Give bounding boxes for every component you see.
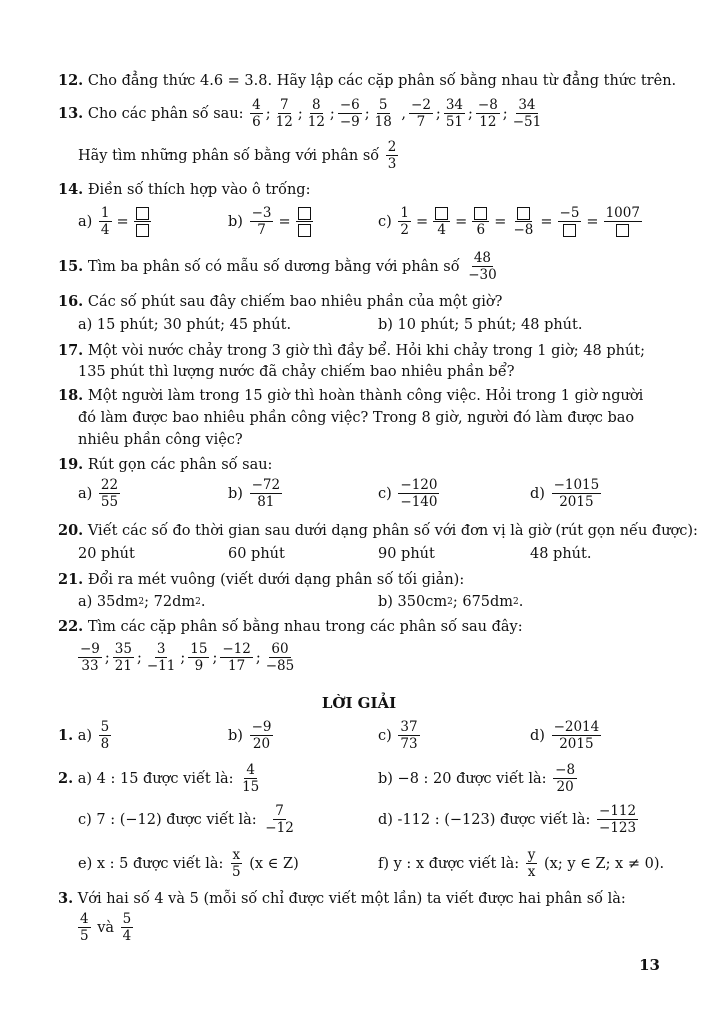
fraction: $\frac{15}{9}$ <box>190 641 208 675</box>
problem-number: 16. <box>58 293 84 310</box>
problem-21-a: a) 35dm 2 ; 72dm 2 . <box>78 594 206 610</box>
problem-number: 15. <box>58 258 84 276</box>
problem-13 <box>58 98 662 129</box>
problem-12 <box>58 72 677 89</box>
problem-22: 22. Tìm các cặp phân số bằng nhau trong các phân số sau đây: <box>58 618 523 635</box>
separator: ; <box>255 649 261 666</box>
solution-1-c: c) $\frac{37}{73}$ <box>378 719 418 753</box>
separator: ; <box>297 105 303 122</box>
problem-19-c: c) $\frac{-120}{-140}$ <box>378 477 438 511</box>
problem-19-b: b) $\frac{-72}{81}$ <box>228 477 281 511</box>
problem-20-item: 20 phút <box>78 546 135 562</box>
fraction: −8 <box>511 206 535 237</box>
solution-2-c: c) 7 : (−12) được viết là: $\frac{7}{-12}$ <box>78 803 294 837</box>
fraction: $\frac{34}{-51}$ <box>512 97 542 131</box>
separator: ; <box>468 105 473 122</box>
problem-20: 20. Viết các số đo thời gian sau dưới dạng phân số với đơn vị là giờ (rút gọn nếu được): <box>58 522 698 539</box>
fraction: $\frac{-9}{20}$ <box>251 719 272 753</box>
solution-2-a: 2. a) 4 : 15 được viết là: $\frac{4}{15}$ <box>58 762 260 796</box>
solution-1-d: d) $\frac{-2014}{2015}$ <box>530 719 600 753</box>
fraction: $\frac{5}{8}$ <box>100 719 110 753</box>
fraction: 6 <box>472 206 489 237</box>
fraction: $\frac{4}{15}$ <box>242 762 260 796</box>
fraction: $\frac{4}{6}$ <box>252 97 261 131</box>
problem-20-item: 90 phút <box>378 546 435 562</box>
fraction-list <box>248 98 545 129</box>
problem-number: 14. <box>58 181 84 198</box>
problem-number: 20. <box>58 522 84 539</box>
problem-number: 12. <box>58 72 84 89</box>
blank-box <box>474 207 487 220</box>
separator: ; <box>212 649 218 666</box>
problem-number: 18. <box>58 387 84 404</box>
fraction: $\frac{1}{4}$ <box>100 205 110 239</box>
fraction: $\frac{2}{3}$ <box>387 139 397 173</box>
fraction: −5 <box>558 206 582 237</box>
blank-box <box>517 207 530 220</box>
blank-box <box>563 224 576 237</box>
blank-box <box>298 207 311 220</box>
separator: ; <box>435 105 441 122</box>
problem-17: 17. Một vòi nước chảy trong 3 giờ thì đầy bể. Hỏi khi chảy trong 1 giờ; 48 phút; <box>58 342 646 359</box>
fraction: $\frac{5}{4}$ <box>122 911 132 945</box>
problem-number: 13. <box>58 105 84 123</box>
fraction: $\frac{-8}{20}$ <box>555 762 576 796</box>
separator: ; <box>104 649 110 666</box>
problem-13-sub <box>78 140 662 171</box>
fraction: $\frac{3}{-11}$ <box>146 641 176 675</box>
problem-14-b: b) $\frac{-3}{7}$ = <box>228 206 315 237</box>
separator: ; <box>502 105 508 122</box>
solution-3-fractions: $\frac{4}{5}$ và $\frac{5}{4}$ <box>80 911 132 945</box>
problem-14-a: a) $\frac{1}{4}$ = <box>78 206 153 237</box>
problem-text: Các số phút sau đây chiếm bao nhiêu phần của một giờ? <box>87 293 503 310</box>
fraction: $\frac{-9}{33}$ <box>80 641 100 675</box>
problem-16 <box>58 293 662 310</box>
fraction: $\frac{-1015}{2015}$ <box>553 477 600 511</box>
problem-21-b: b) 350cm 2 ; 675dm 2 . <box>378 594 524 610</box>
solution-3: 3. Với hai số 4 và 5 (mỗi số chỉ được viết một lần) ta viết được hai phân số là: <box>58 890 626 907</box>
problem-18: 18. Một người làm trong 15 giờ thì hoàn thành công việc. Hỏi trong 1 giờ người <box>58 387 644 404</box>
separator: ; <box>329 105 335 122</box>
fraction: $\frac{-8}{12}$ <box>477 97 498 131</box>
fraction-list <box>76 642 298 673</box>
fraction: $\frac{-3}{7}$ <box>251 205 272 239</box>
fraction: $\frac{y}{x}$ <box>527 847 536 881</box>
separator: ; <box>136 649 142 666</box>
problem-number: 17. <box>58 342 84 359</box>
separator: ; <box>180 649 186 666</box>
problem-number: 3. <box>58 890 74 907</box>
solution-2-d: d) -112 : (−123) được viết là: $\frac{-112}{-123}$ <box>378 803 637 837</box>
fraction: $\frac{x}{5}$ <box>232 847 241 881</box>
problem-21: 21. Đổi ra mét vuông (viết dưới dạng phân số tối giản): <box>58 571 465 588</box>
solution-1-b: b) $\frac{-9}{20}$ <box>228 719 272 753</box>
blank-box <box>136 207 149 220</box>
problem-14-c: c) $\frac{1}{2}$ = 4 = 6 = −8 = −5 = 1007 <box>378 205 640 239</box>
fraction: $\frac{7}{12}$ <box>275 97 293 131</box>
problem-text: Cho các phân số sau: <box>87 105 244 122</box>
fraction: $\frac{-120}{-140}$ <box>400 477 438 511</box>
blank-fraction <box>296 206 313 237</box>
separator: ; <box>265 105 271 122</box>
fraction: $\frac{-112}{-123}$ <box>599 803 637 837</box>
problem-16-b: b) 10 phút; 5 phút; 48 phút. <box>378 317 583 333</box>
fraction: $\frac{22}{55}$ <box>100 477 119 511</box>
solutions-heading: LỜI GIẢI <box>321 694 397 712</box>
problem-number: 19. <box>58 456 84 473</box>
problem-18-line2: đó làm được bao nhiêu phần công việc? Trong 8 giờ, người đó làm được bao <box>78 410 635 426</box>
fraction: $\frac{-2}{7}$ <box>411 97 431 131</box>
problem-number: 21. <box>58 571 84 588</box>
problem-15 <box>58 251 662 282</box>
problem-19: 19. Rút gọn các phân số sau: <box>58 456 273 473</box>
fraction: $\frac{7}{-12}$ <box>265 803 294 837</box>
fraction: $\frac{1}{2}$ <box>400 205 409 239</box>
solution-2-f: f) y : x được viết là: $\frac{y}{x}$ (x; y ∈ Z; x ≠ 0). <box>378 847 665 881</box>
page-number: 13 <box>639 956 660 974</box>
fraction: $\frac{37}{73}$ <box>400 719 418 753</box>
problem-20-item: 48 phút. <box>530 546 592 562</box>
problem-text: Cho đẳng thức 4.6 = 3.8. Hãy lập các cặp phân số bằng nhau từ đẳng thức trên. <box>87 72 677 89</box>
problem-20-item: 60 phút <box>228 546 285 562</box>
problem-text: Tìm ba phân số có mẫu số dương bằng với phân số <box>87 258 460 275</box>
problem-18-line3: nhiêu phần công việc? <box>78 432 243 448</box>
fraction: $\frac{34}{51}$ <box>445 97 463 131</box>
fraction: $\frac{5}{18}$ <box>374 97 392 131</box>
fraction: $\frac{8}{12}$ <box>307 97 325 131</box>
fraction: $\frac{-2014}{2015}$ <box>553 719 600 753</box>
problem-14 <box>58 181 662 198</box>
problem-text: Hãy tìm những phân số bằng với phân số <box>78 147 380 164</box>
solution-2-e: e) x : 5 được viết là: $\frac{x}{5}$ (x ∈ Z) <box>78 847 299 881</box>
problem-19-a: a) $\frac{22}{55}$ <box>78 477 119 511</box>
problem-text: Điền số thích hợp vào ô trống: <box>87 181 311 198</box>
problem-16-a: a) 15 phút; 30 phút; 45 phút. <box>78 317 292 333</box>
fraction: 4 <box>433 206 450 237</box>
problem-number: 22. <box>58 618 84 635</box>
fraction: $\frac{48}{-30}$ <box>468 250 497 284</box>
fraction: $\frac{35}{21}$ <box>114 641 132 675</box>
problem-19-d: d) $\frac{-1015}{2015}$ <box>530 477 600 511</box>
fraction: $\frac{-72}{81}$ <box>251 477 281 511</box>
fraction: $\frac{-6}{-9}$ <box>339 97 360 131</box>
blank-box <box>616 224 629 237</box>
separator: ; <box>364 105 370 122</box>
blank-box <box>435 207 448 220</box>
blank-box <box>136 224 149 237</box>
fraction: 1007 <box>604 206 642 237</box>
problem-22-fractions <box>76 642 662 673</box>
problem-17-line2: 135 phút thì lượng nước đã chảy chiếm bao nhiêu phần bể? <box>78 364 515 380</box>
blank-box <box>298 224 311 237</box>
solution-2-b: b) −8 : 20 được viết là: $\frac{-8}{20}$ <box>378 762 576 796</box>
solution-1-a: 1. a) $\frac{5}{8}$ <box>58 719 110 753</box>
blank-fraction <box>134 206 151 237</box>
fraction: $\frac{-12}{17}$ <box>222 641 251 675</box>
separator: , <box>396 105 407 122</box>
fraction: $\frac{60}{-85}$ <box>265 641 295 675</box>
fraction: $\frac{4}{5}$ <box>80 911 89 945</box>
